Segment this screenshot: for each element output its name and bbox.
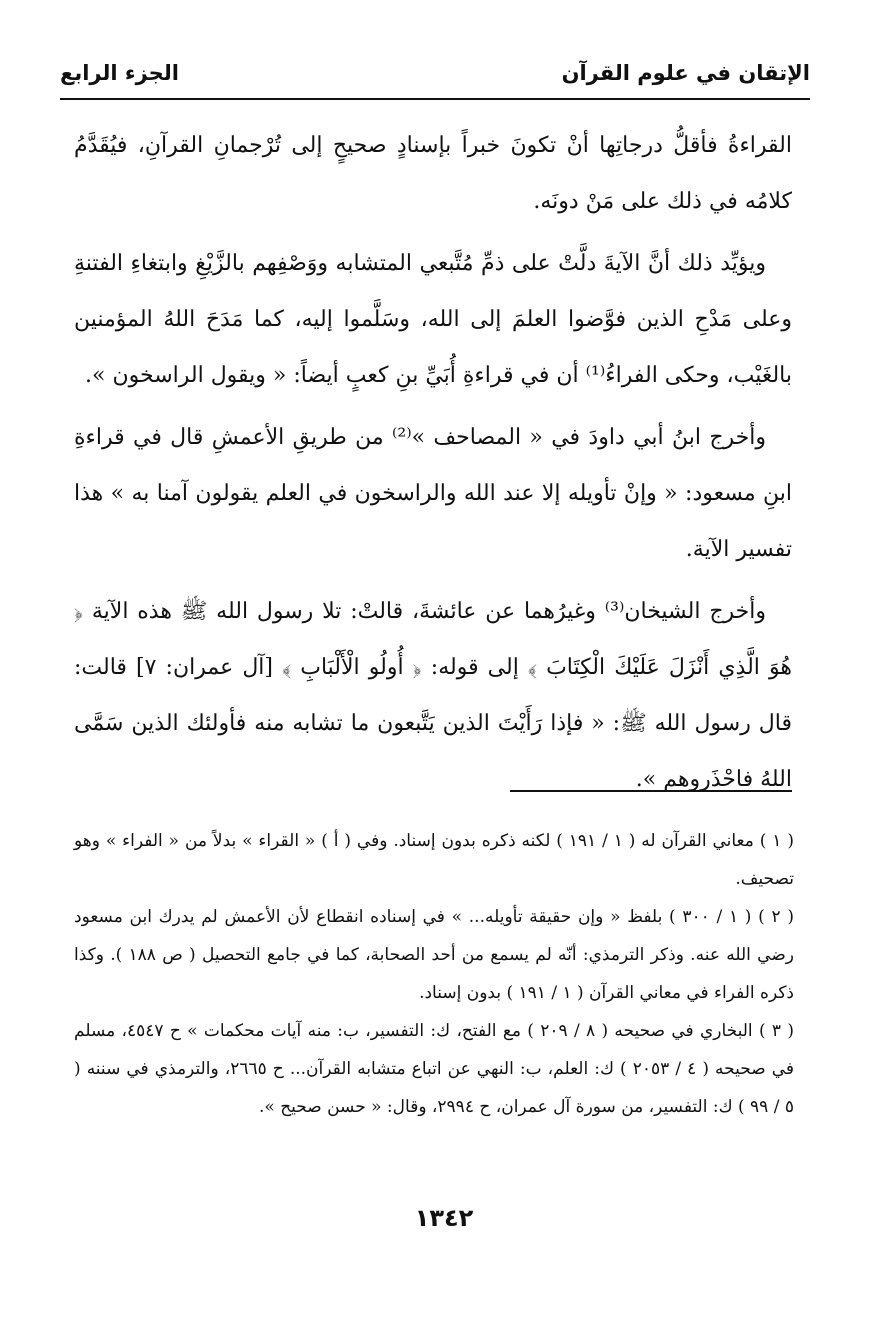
paragraph: القراءةُ فأقلُّ درجاتِها أنْ تكونَ خبراً بإسنادٍ صحيحٍ إلى تُرْجمانِ القرآنِ، فيُقَدَّمُ كلامُه في ذلك على مَنْ دونَه. (74, 133, 792, 214)
page-number: ١٣٤٢ (414, 1204, 474, 1232)
footnote: ( ٣ ) البخاري في صحيحه ( ٨ / ٢٠٩ ) مع الفتح، ك: التفسير، ب: منه آيات محكمات » ح ٤٥٤٧، مسلم في صحيحه ( ٤ / ٢٠٥٣ ) ك: العلم، ب: النهي عن اتباع متشابه القرآن... ح ٢٦٦٥، والترمذي في سننه ( ٥ / ٩٩ ) ك: التفسير، من سورة آل عمران، ح ٢٩٩٤، وقال: « حسن صحيح ». (74, 1021, 794, 1117)
running-header (60, 55, 810, 95)
main-text (74, 118, 792, 814)
footnote: ( ٢ ) ( ١ / ٣٠٠ ) بلفظ « وإن حقيقة تأويله... » في إسناده انقطاع لأن الأعمش لم يدرك ابن مسعود رضي الله عنه. وذكر الترمذي: أنّه لم يسمع من أحد الصحابة، كما في جامع التحصيل ( ص ١٨٨ ). وكذا ذكره الفراء في معاني القرآن ( ١ / ١٩١ ) بدون إسناد. (74, 907, 795, 1003)
footnote: ( ١ ) معاني القرآن له ( ١ / ١٩١ ) لكنه ذكره بدون إسناد. وفي ( أ ) « القراء » بدلاً من « الفراء » وهو تصحيف. (74, 831, 794, 889)
paragraph: ويؤيِّد ذلك أنَّ الآيةَ دلَّتْ على ذمِّ مُتَّبعي المتشابه ووَصْفِهم بالزَّيْغِ وابتغاءِ الفتنةِ وعلى مَدْحِ الذين فوَّضوا العلمَ إلى الله، وسَلَّموا إليه، كما مَدَحَ اللهُ المؤمنين بالغَيْب، وحكى الفراءُ⁽¹⁾ أن في قراءةِ أُبَيِّ بنِ كعبٍ أيضاً: « ويقول الراسخون ». (74, 251, 792, 388)
footnotes (74, 822, 794, 1126)
paragraph: وأخرج ابنُ أبي داودَ في « المصاحف »⁽²⁾ من طريقِ الأعمشِ قال في قراءةِ ابنِ مسعود: « وإنْ تأويله إلا عند الله والراسخون في العلم يقولون آمنا به » هذا تفسير الآية. (74, 425, 792, 562)
footnote-divider (510, 790, 792, 792)
book-title: الإتقان في علوم القرآن (561, 61, 810, 85)
volume-label: الجزء الرابع (60, 61, 179, 85)
paragraph: وأخرج الشيخان⁽³⁾ وغيرُهما عن عائشةَ، قالتْ: تلا رسول الله ﷺ هذه الآية ﴿ هُوَ الَّذِي أَنْزَلَ عَلَيْكَ الْكِتَابَ ﴾ إلى قوله: ﴿ أُولُو الْأَلْبَابِ ﴾ [آل عمران: ٧] قالت: قال رسول الله ﷺ: « فإذا رَأَيْتَ الذين يَتَّبعون ما تشابه منه فأولئك الذين سَمَّى اللهُ فاحْذَروهم ». (74, 599, 792, 792)
header-divider (60, 98, 810, 100)
